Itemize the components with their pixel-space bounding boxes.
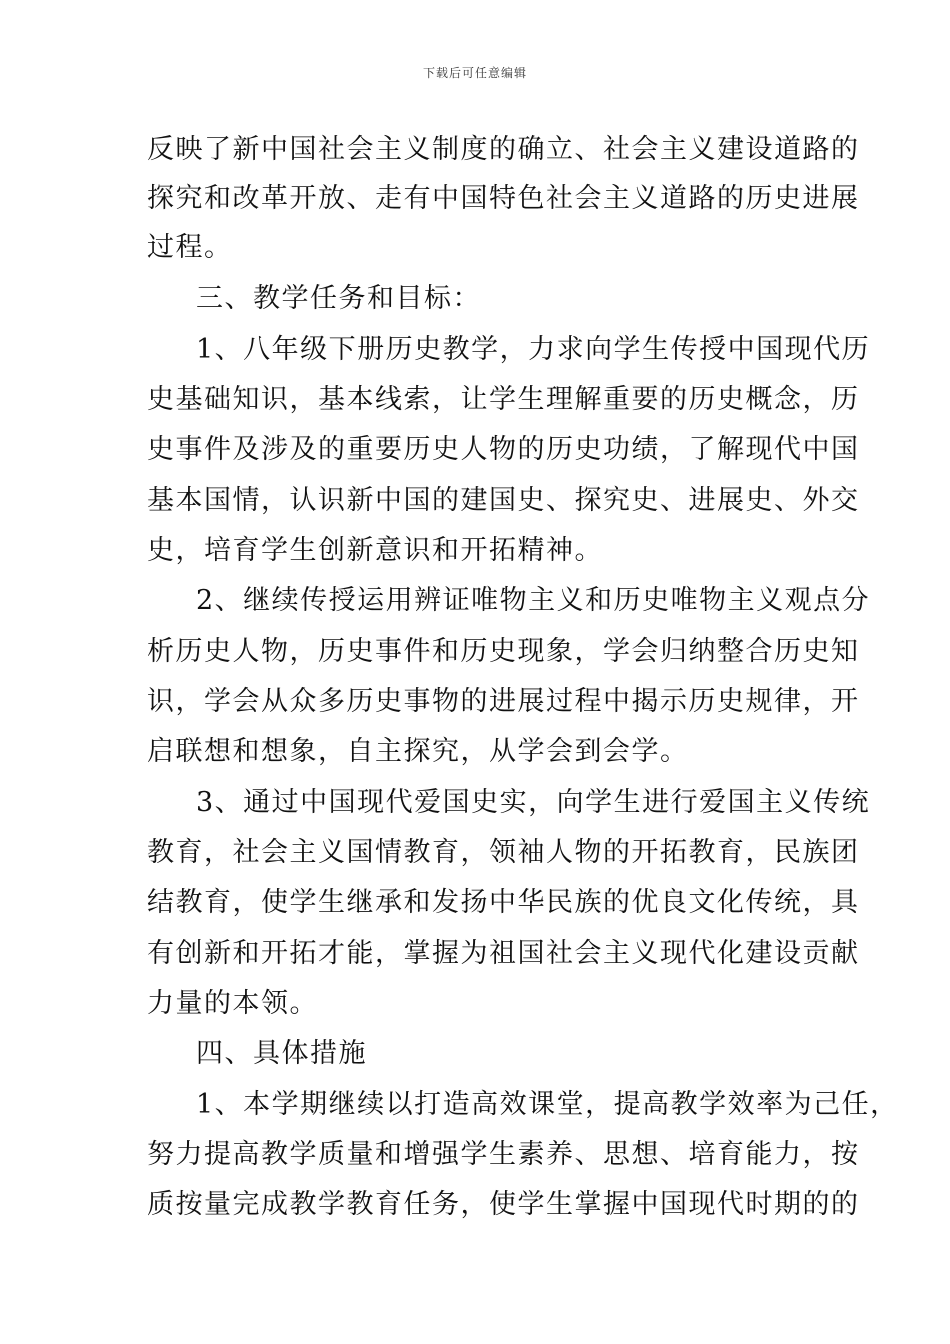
text-line: 1、本学期继续以打造高效课堂，提高教学效率为己任， bbox=[196, 1089, 899, 1120]
text-line: 史基础知识，基本线索，让学生理解重要的历史概念，历 bbox=[147, 384, 860, 415]
text-line: 有创新和开拓才能，掌握为祖国社会主义现代化建设贡献 bbox=[147, 938, 860, 969]
text-line: 努力提高教学质量和增强学生素养、思想、培育能力，按 bbox=[147, 1139, 860, 1170]
page-header: 下载后可任意编辑 bbox=[422, 66, 527, 80]
text-line: 探究和改革开放、走有中国特色社会主义道路的历史进展 bbox=[147, 183, 860, 214]
text-line: 史事件及涉及的重要历史人物的历史功绩，了解现代中国 bbox=[147, 434, 860, 465]
text-line: 质按量完成教学教育任务，使学生掌握中国现代时期的的 bbox=[147, 1189, 860, 1220]
text-line: 识，学会从众多历史事物的进展过程中揭示历史规律，开 bbox=[147, 686, 860, 717]
text-line: 过程。 bbox=[147, 232, 233, 263]
text-line: 教育，社会主义国情教育，领袖人物的开拓教育，民族团 bbox=[147, 837, 860, 868]
text-line: 析历史人物，历史事件和历史现象，学会归纳整合历史知 bbox=[147, 636, 860, 667]
text-line: 反映了新中国社会主义制度的确立、社会主义建设道路的 bbox=[147, 134, 860, 165]
text-line: 基本国情，认识新中国的建国史、探究史、进展史、外交 bbox=[147, 485, 860, 516]
section-heading: 三、教学任务和目标： bbox=[196, 283, 481, 314]
text-line: 启联想和想象，自主探究，从学会到会学。 bbox=[147, 736, 689, 767]
section-heading: 四、具体措施 bbox=[196, 1038, 367, 1069]
text-line: 3、通过中国现代爱国史实，向学生进行爱国主义传统 bbox=[196, 787, 871, 818]
text-line: 1、八年级下册历史教学，力求向学生传授中国现代历 bbox=[196, 334, 871, 365]
text-line: 2、继续传授运用辨证唯物主义和历史唯物主义观点分 bbox=[196, 585, 871, 616]
text-line: 结教育，使学生继承和发扬中华民族的优良文化传统，具 bbox=[147, 887, 860, 918]
text-line: 史，培育学生创新意识和开拓精神。 bbox=[147, 535, 603, 566]
text-line: 力量的本领。 bbox=[147, 988, 318, 1019]
